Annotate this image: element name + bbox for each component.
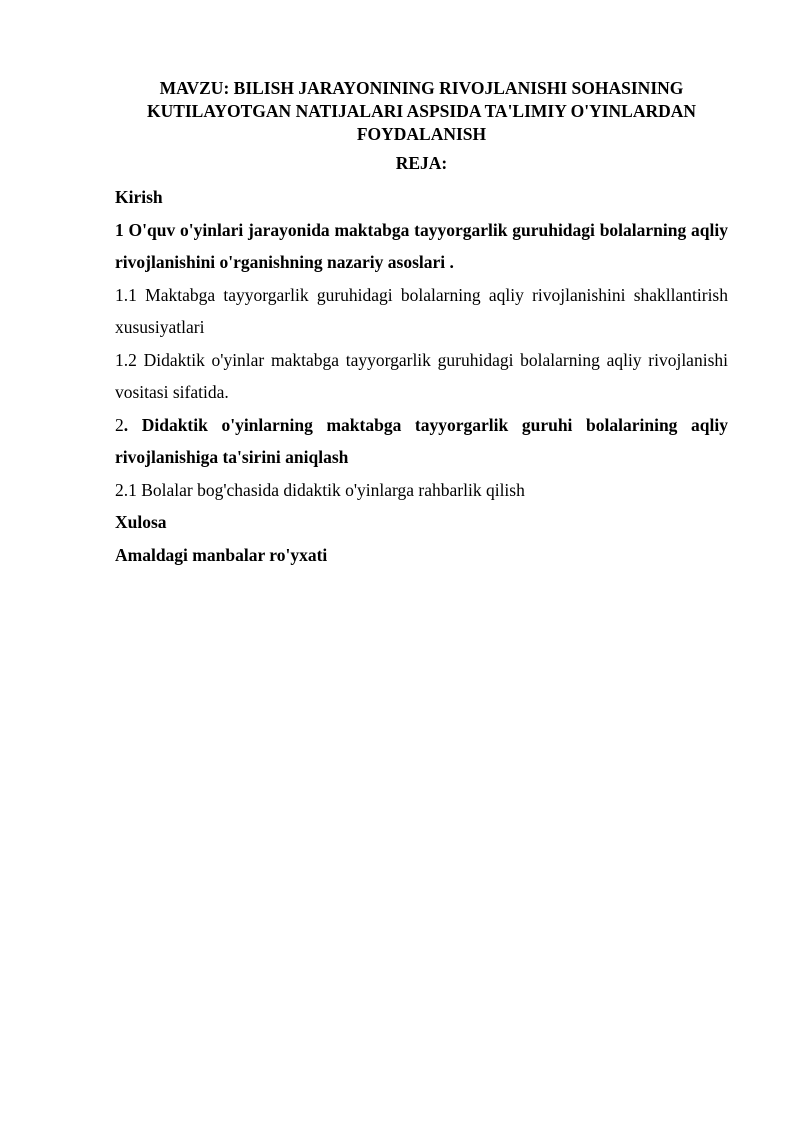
- subsection-1-2: 1.2 Didaktik o'yinlar maktabga tayyorgarlik guruhidagi bolalarning aqliy rivojlanishi vositasi sifatida.: [115, 349, 728, 402]
- subsection-2-1: 2.1 Bolalar bog'chasida didaktik o'yinlarga rahbarlik qilish: [115, 479, 525, 500]
- subsection-1-1: 1.1 Maktabga tayyorgarlik guruhidagi bolalarning aqliy rivojlanishini shakllantirish xususiyatlari: [115, 284, 728, 337]
- title-line-2: KUTILAYOTGAN NATIJALARI ASPSIDA TA'LIMIY O'YINLARDAN: [146, 101, 697, 121]
- section-2-heading: [115, 409, 728, 474]
- document-title: [115, 77, 728, 146]
- title-line-3: FOYDALANISH: [356, 124, 487, 144]
- conclusion-item: Xulosa: [115, 512, 167, 532]
- section-2-text: . Didaktik o'yinlarning maktabga tayyorgarlik guruhi bolalarining aqliy rivojlanishiga ta'sirini aniqlash: [115, 414, 728, 467]
- references-item: Amaldagi manbalar ro'yxati: [115, 544, 328, 565]
- section-2-number: 2: [115, 414, 124, 435]
- section-1-heading: 1 O'quv o'yinlari jarayonida maktabga tayyorgarlik guruhidagi bolalarning aqliy rivojlanishini o'rganishning nazariy asoslari .: [115, 219, 728, 272]
- plan-heading: REJA:: [395, 153, 448, 173]
- title-line-1: MAVZU: BILISH JARAYONINING RIVOJLANISHI SOHASINING: [159, 78, 684, 98]
- intro-item: Kirish: [115, 187, 163, 207]
